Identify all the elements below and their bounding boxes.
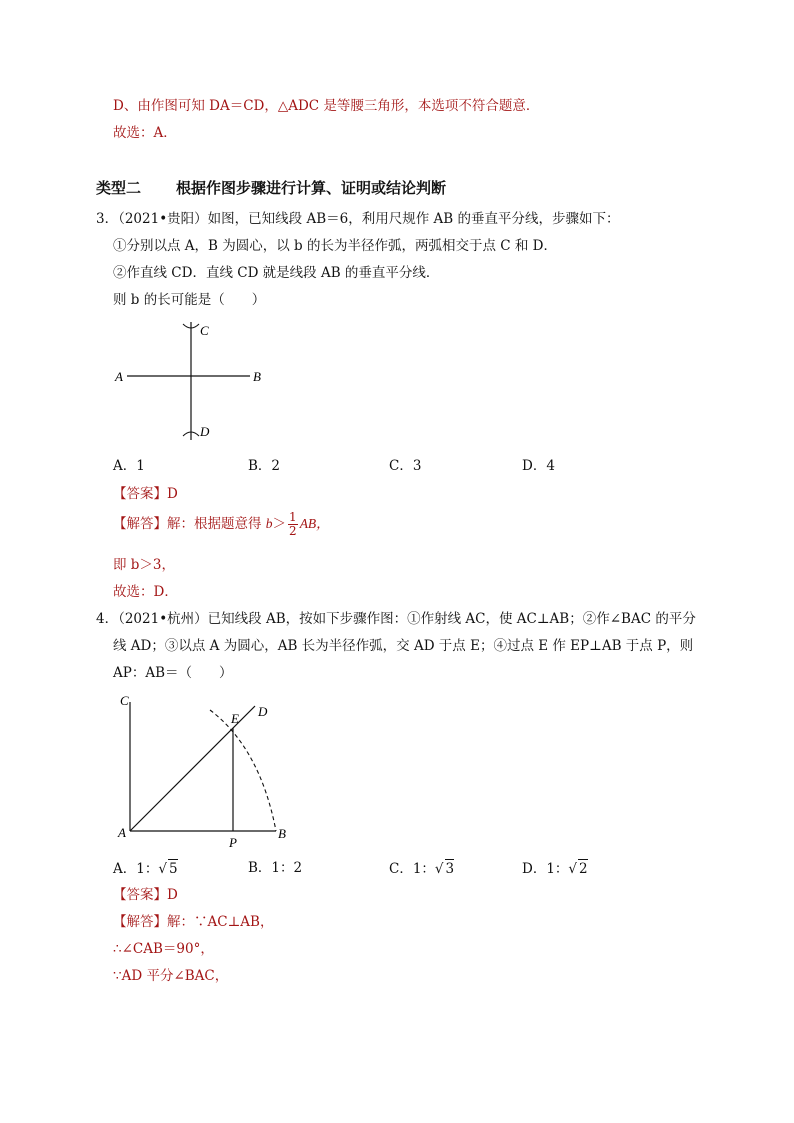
q3-stem: 3．（2021•贵阳）如图，已知线段 AB＝6，利用尺规作 AB 的垂直平分线，步骤如下：: [96, 211, 620, 227]
q4-option-d-prefix: D．1：: [522, 861, 569, 877]
q4-label-d: D: [258, 704, 268, 719]
q3-frac-num: 1: [289, 510, 297, 524]
q3-frac-den: 2: [289, 524, 297, 538]
q4-label-c: C: [120, 693, 129, 708]
q4-label-e: E: [231, 711, 239, 726]
q4-answer-tag: 【答案】: [113, 887, 167, 903]
prev-option-d-text: D、由作图可知 DA＝CD，△ADC 是等腰三角形，本选项不符合题意．: [113, 98, 540, 114]
q3-solution-intro: 解：根据题意得: [167, 516, 266, 532]
q3-step1: ①分别以点 A，B 为圆心，以 b 的长为半径作弧，两弧相交于点 C 和 D．: [113, 238, 558, 254]
q3-label-c: C: [200, 323, 209, 338]
q3-label-a: A: [115, 369, 123, 384]
q4-option-b: B．1：2: [248, 860, 303, 876]
section-title: 根据作图步骤进行计算、证明或结论判断: [176, 179, 447, 197]
q3-solution-line3: 故选：D．: [113, 584, 178, 600]
q4-solution-line1: 解：∵AC⊥AB，: [167, 914, 274, 930]
q4-option-a: [113, 859, 178, 878]
q4-option-d-radicand: 2: [579, 861, 588, 877]
q3-solution-ab: AB，: [299, 516, 330, 531]
q4-figure: [110, 688, 300, 853]
q4-answer-value: D: [167, 887, 178, 903]
q3-option-c: C．3: [389, 458, 422, 474]
q3-answer-row: [113, 485, 178, 503]
q4-option-c-radicand: 3: [445, 861, 455, 877]
q3-step2: ②作直线 CD．直线 CD 就是线段 AB 的垂直平分线．: [113, 265, 440, 281]
q4-option-c-prefix: C．1：: [389, 861, 435, 877]
q3-figure: [110, 318, 280, 448]
q3-fraction-half: [288, 511, 298, 538]
q4-solution-line2: ∴∠CAB＝90°，: [113, 941, 214, 957]
q3-option-a: A．1: [113, 458, 145, 474]
q3-option-b: B．2: [248, 458, 281, 474]
q4-stem-line3: AP：AB＝（ ）: [113, 665, 233, 681]
q4-option-c: [389, 859, 454, 878]
q4-answer-row: [113, 886, 178, 904]
q4-label-p: P: [229, 835, 237, 850]
q4-label-b: B: [278, 826, 286, 841]
q3-label-d: D: [200, 424, 210, 439]
q3-answer-tag: 【答案】: [113, 486, 167, 502]
sqrt-icon: √: [158, 861, 167, 877]
q3-solution-row: [113, 509, 330, 539]
q4-option-a-radicand: 5: [168, 861, 178, 877]
q4-solution-tag: 【解答】: [113, 914, 167, 930]
q3-solution-gt: ＞: [272, 516, 287, 532]
sqrt-icon: √: [568, 861, 578, 877]
q3-label-b: B: [253, 369, 261, 384]
q3-solution-line2: 即 b＞3，: [113, 557, 176, 573]
q4-solution-line3: ∵AD 平分∠BAC，: [113, 968, 229, 984]
section-label: 类型二: [96, 179, 142, 197]
q4-stem-line2: 线 AD；③以点 A 为圆心，AB 长为半径作弧，交 AD 于点 E；④过点 E 作 EP⊥AB 于点 P，则: [113, 638, 694, 654]
q4-arc: [210, 710, 276, 831]
q4-solution-row1: [113, 913, 273, 931]
q3-solution-tag: 【解答】: [113, 516, 167, 532]
q3-answer-value: D: [167, 486, 178, 502]
q4-option-a-prefix: A．1：: [113, 861, 159, 877]
q3-solution-b: b: [265, 516, 273, 531]
prev-choice-text: 故选：A．: [113, 125, 177, 141]
q3-ask: 则 b 的长可能是（ ）: [113, 292, 266, 308]
sqrt-icon: √: [434, 861, 444, 877]
q4-option-d: [522, 859, 588, 878]
q4-label-a: A: [118, 825, 126, 840]
q3-option-d: D．4: [522, 458, 555, 474]
q4-stem-line1: 4．（2021•杭州）已知线段 AB，按如下步骤作图：①作射线 AC，使 AC⊥AB；②作∠BAC 的平分: [96, 611, 696, 627]
